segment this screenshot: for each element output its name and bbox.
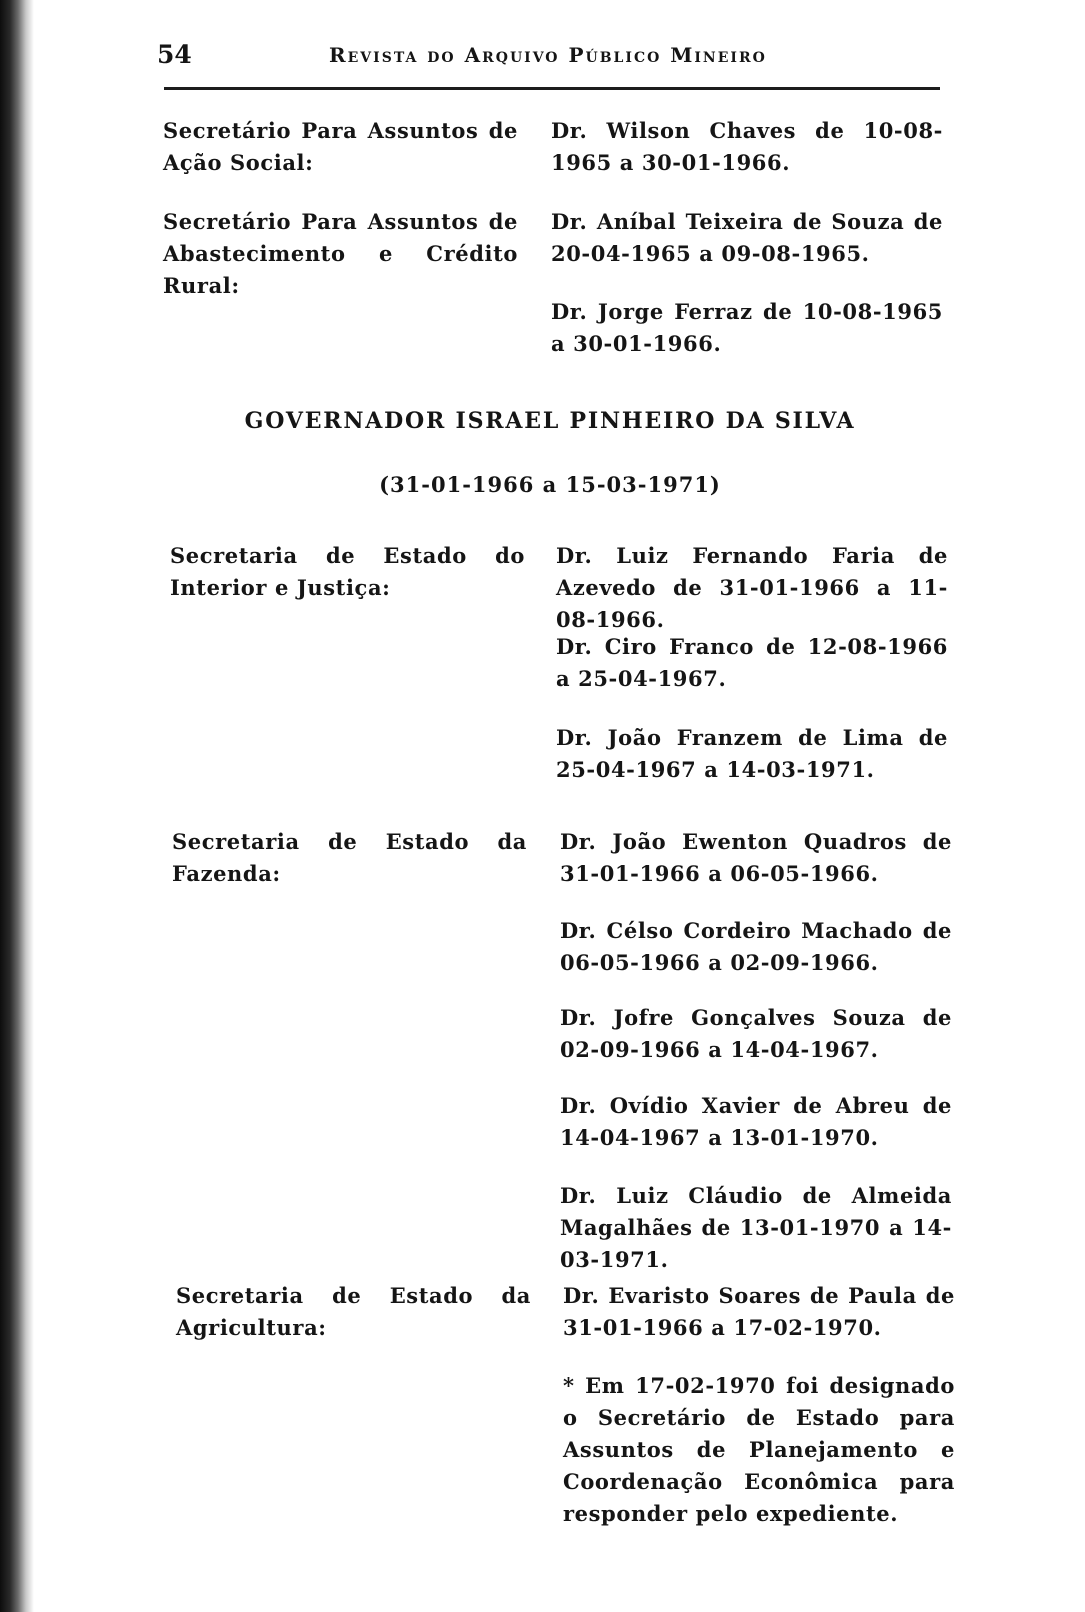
office-holder: Dr. Luiz Fernando Faria de Azevedo de 31-01-1966 a 11-08-1966. [556,543,948,632]
office-holder: Dr. João Franzem de Lima de 25-04-1967 a 14-03-1971. [556,725,948,782]
running-head [157,40,937,80]
office-holder: Dr. Jofre Gonçalves Souza de 02-09-1966 a 14-04-1967. [560,1005,952,1062]
office-holder: Dr. Wilson Chaves de 10-08-1965 a 30-01-1966. [551,118,943,175]
page-number: 54 [157,40,192,69]
journal-title: Revista do Arquivo Público Mineiro [329,43,767,67]
office-label: Secretário Para Assuntos de Abastecimento e Crédito Rural: [163,209,518,298]
office-label: Secretaria de Estado da Agricultura: [176,1283,531,1340]
office-holder: Dr. João Ewenton Quadros de 31-01-1966 a 06-05-1966. [560,829,952,886]
office-holder: Dr. Ovídio Xavier de Abreu de 14-04-1967 a 13-01-1970. [560,1093,952,1150]
office-holder: Dr. Ciro Franco de 12-08-1966 a 25-04-1967. [556,634,948,691]
governor-term: (31-01-1966 a 15-03-1971) [379,472,721,497]
office-holder: Dr. Aníbal Teixeira de Souza de 20-04-1965 a 09-08-1965. [551,209,943,266]
header-rule [164,87,940,90]
office-label: Secretaria de Estado do Interior e Justiça: [170,543,525,600]
office-holder: Dr. Luiz Cláudio de Almeida Magalhães de 13-01-1970 a 14-03-1971. [560,1183,952,1272]
office-label: Secretaria de Estado da Fazenda: [172,829,527,886]
scan-binding-shadow [0,0,34,1612]
governor-heading: GOVERNADOR ISRAEL PINHEIRO DA SILVA [244,408,856,434]
office-note: * Em 17-02-1970 foi designado o Secretário de Estado para Assuntos de Planejamento e Coordenação Econômica para responder pelo expediente. [563,1373,955,1526]
office-holder: Dr. Evaristo Soares de Paula de 31-01-1966 a 17-02-1970. [563,1283,955,1340]
office-holder: Dr. Célso Cordeiro Machado de 06-05-1966 a 02-09-1966. [560,918,952,975]
office-holder: Dr. Jorge Ferraz de 10-08-1965 a 30-01-1966. [551,299,943,356]
office-label: Secretário Para Assuntos de Ação Social: [163,118,518,175]
